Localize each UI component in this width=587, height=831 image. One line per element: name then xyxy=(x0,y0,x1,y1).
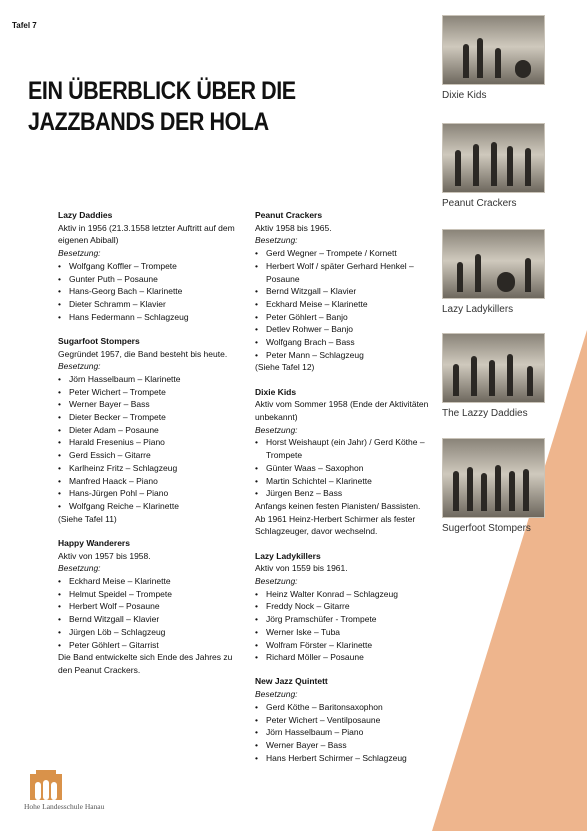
photo-caption: The Lazzy Daddies xyxy=(442,408,528,419)
band-note: (Siehe Tafel 11) xyxy=(58,513,117,524)
member-item: • Peter Mann – Schlagzeug xyxy=(255,349,440,362)
band-photo xyxy=(442,438,545,518)
band-name: Lazy Ladykillers xyxy=(255,550,321,561)
member-item: • Jörg Pramschüfer - Trompete xyxy=(255,613,440,626)
band-entry xyxy=(255,386,440,538)
band-name: Sugarfoot Stompers xyxy=(58,335,140,346)
member-item: • Gerd Köthe – Baritonsaxophon xyxy=(255,701,440,714)
lineup-label: Besetzung: xyxy=(255,575,298,586)
band-name: Peanut Crackers xyxy=(255,210,323,220)
lineup-label-text: Besetzung xyxy=(58,563,99,574)
band-note: Die Band entwickelte sich Ende des Jahres zu den Peanut Crackers. xyxy=(58,652,233,675)
school-logo xyxy=(24,768,124,812)
member-item: • Eckhard Meise – Klarinette xyxy=(58,575,243,588)
member-list xyxy=(255,436,440,500)
member-item: • Martin Schichtel – Klarinette xyxy=(255,475,440,488)
member-item: • Hans Herbert Schirmer – Schlagzeug xyxy=(255,752,440,765)
band-description: Gegründet 1957, die Band besteht bis heute. xyxy=(58,348,228,359)
photo-dixie-kids xyxy=(442,15,545,101)
band-photo xyxy=(442,333,545,403)
lineup-label-text: Besetzung xyxy=(255,424,296,435)
photo-caption: Sugerfoot Stompers xyxy=(442,523,531,534)
band-entry xyxy=(255,550,440,664)
lineup-label-text: Besetzung xyxy=(58,361,99,372)
lineup-label-text: Besetzung xyxy=(255,235,296,246)
member-item: • Dieter Adam – Posaune xyxy=(58,424,243,437)
band-column-right xyxy=(255,209,440,776)
band-photo xyxy=(442,229,545,299)
member-item: • Gunter Puth – Posaune xyxy=(58,273,243,286)
member-item: • Werner Bayer – Bass xyxy=(58,398,243,411)
member-item: • Bernd Witzgall – Klavier xyxy=(58,613,243,626)
member-item: • Jürgen Benz – Bass xyxy=(255,487,440,500)
band-name: Lazy Daddies xyxy=(58,210,113,220)
member-item: • Karlheinz Fritz – Schlagzeug xyxy=(58,462,243,475)
member-item: • Peter Wichert – Trompete xyxy=(58,386,243,399)
lineup-label-text: Besetzung xyxy=(255,575,296,586)
photo-caption: Lazy Ladykillers xyxy=(442,304,514,315)
member-item: • Wolfram Förster – Klarinette xyxy=(255,639,440,652)
band-photo xyxy=(442,15,545,85)
photo-peanut-crackers xyxy=(442,123,545,209)
band-entry xyxy=(58,335,243,526)
band-photo xyxy=(442,123,545,193)
member-item: • Eckhard Meise – Klarinette xyxy=(255,298,440,311)
member-item: • Gerd Essich – Gitarre xyxy=(58,449,243,462)
member-item: • Peter Wichert – Ventilposaune xyxy=(255,714,440,727)
band-column-left xyxy=(58,209,243,688)
member-item: • Gerd Wegner – Trompete / Kornett xyxy=(255,247,440,260)
member-item: • Helmut Speidel – Trompete xyxy=(58,588,243,601)
member-item: • Freddy Nock – Gitarre xyxy=(255,600,440,613)
member-item: • Harald Fresenius – Piano xyxy=(58,436,243,449)
page-title xyxy=(28,76,296,138)
lineup-label-text: Besetzung xyxy=(255,689,296,700)
band-entry xyxy=(58,209,243,323)
member-item: • Detlev Rohwer – Banjo xyxy=(255,323,440,336)
lineup-label-text: Besetzung xyxy=(58,248,99,259)
member-item: • Horst Weishaupt (ein Jahr) / Gerd Köthe – Trompete xyxy=(255,436,440,461)
member-item: • Jörn Hasselbaum – Piano xyxy=(255,726,440,739)
band-entry xyxy=(255,209,440,374)
member-item: • Dieter Schramm – Klavier xyxy=(58,298,243,311)
photo-lazy-ladykillers xyxy=(442,229,545,315)
member-item: • Heinz Walter Konrad – Schlagzeug xyxy=(255,588,440,601)
school-name: Hohe Landesschule Hanau xyxy=(24,802,105,811)
member-item: • Wolfgang Brach – Bass xyxy=(255,336,440,349)
member-item: • Richard Möller – Posaune xyxy=(255,651,440,664)
lineup-label: Besetzung: xyxy=(58,248,101,259)
member-item: • Wolfgang Reiche – Klarinette xyxy=(58,500,243,513)
band-description: Aktiv in 1956 (21.3.1558 letzter Auftritt auf dem eigenen Abiball) xyxy=(58,222,235,246)
photo-sugerfoot-stompers xyxy=(442,438,545,534)
member-item: • Werner Bayer – Bass xyxy=(255,739,440,752)
title-line-2: JAZZBANDS DER HOLA xyxy=(28,108,269,136)
member-list xyxy=(58,575,243,651)
band-name: Happy Wanderers xyxy=(58,537,130,548)
band-description: Aktiv von 1559 bis 1961. xyxy=(255,563,348,574)
lineup-label: Besetzung: xyxy=(58,563,101,574)
member-item: • Herbert Wolf – Posaune xyxy=(58,600,243,613)
photo-lazzy-daddies xyxy=(442,333,545,419)
member-list xyxy=(58,260,243,324)
lineup-label: Besetzung: xyxy=(255,689,298,700)
member-item: • Peter Göhlert – Gitarrist xyxy=(58,639,243,652)
member-item: • Bernd Witzgall – Klavier xyxy=(255,285,440,298)
band-note: (Siehe Tafel 12) xyxy=(255,362,315,373)
member-list xyxy=(58,373,243,513)
school-building-icon xyxy=(28,768,64,800)
band-note: Anfangs keinen festen Pianisten/ Bassisten. Ab 1961 Heinz-Herbert Schirmer als fester Schlagzeuger, davor wechselnd. xyxy=(255,500,421,537)
page-number-label: Tafel 7 xyxy=(12,21,37,30)
member-item: • Hans-Georg Bach – Klarinette xyxy=(58,285,243,298)
member-item: • Günter Waas – Saxophon xyxy=(255,462,440,475)
lineup-label: Besetzung: xyxy=(58,361,101,372)
member-item: • Manfred Haack – Piano xyxy=(58,475,243,488)
band-description: Aktiv von 1957 bis 1958. xyxy=(58,550,151,561)
lineup-label: Besetzung: xyxy=(255,424,298,435)
member-item: • Hans-Jürgen Pohl – Piano xyxy=(58,487,243,500)
member-item: • Jörn Hasselbaum – Klarinette xyxy=(58,373,243,386)
photo-caption: Peanut Crackers xyxy=(442,198,517,209)
member-list xyxy=(255,247,440,361)
member-item: • Wolfgang Koffler – Trompete xyxy=(58,260,243,273)
member-item: • Hans Federmann – Schlagzeug xyxy=(58,311,243,324)
title-line-1: EIN ÜBERBLICK ÜBER DIE xyxy=(28,77,296,105)
band-name: New Jazz Quintett xyxy=(255,676,328,687)
member-item: • Werner Iske – Tuba xyxy=(255,626,440,639)
member-list xyxy=(255,701,440,765)
band-entry xyxy=(58,537,243,677)
lineup-label: Besetzung: xyxy=(255,235,298,246)
band-entry xyxy=(255,675,440,764)
member-item: • Herbert Wolf / später Gerhard Henkel – Posaune xyxy=(255,260,440,285)
band-description: Aktiv 1958 bis 1965. xyxy=(255,222,332,233)
member-item: • Jürgen Löb – Schlagzeug xyxy=(58,626,243,639)
photo-caption: Dixie Kids xyxy=(442,90,487,101)
band-description: Aktiv vom Sommer 1958 (Ende der Aktivitäten unbekannt) xyxy=(255,399,429,423)
member-list xyxy=(255,588,440,664)
member-item: • Dieter Becker – Trompete xyxy=(58,411,243,424)
member-item: • Peter Göhlert – Banjo xyxy=(255,311,440,324)
band-name: Dixie Kids xyxy=(255,386,297,397)
